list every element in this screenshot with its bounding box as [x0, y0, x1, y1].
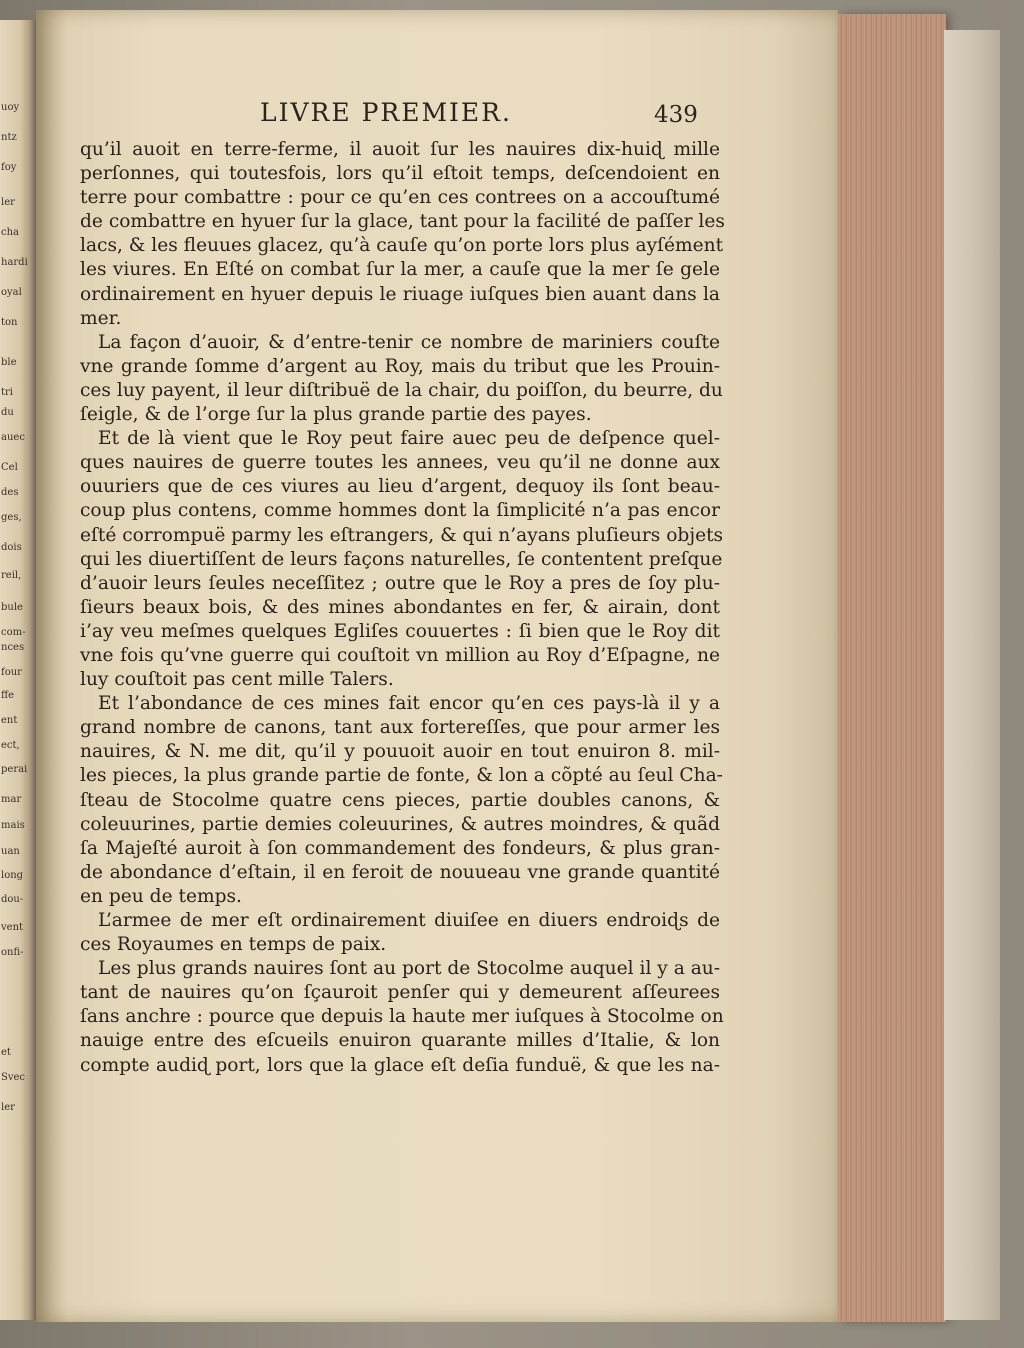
page-fore-edge [838, 14, 946, 1322]
text-line: de combattre en hyuer ſur la glace, tant pour la facilité de paſſer les [80, 211, 725, 233]
margin-fragment: onfi- [1, 947, 24, 958]
margin-fragment: des [1, 487, 19, 498]
text-line: nauige entre des eſcueils enuiron quarante milles d’Italie, & lon [80, 1030, 720, 1052]
margin-fragment: vent [1, 922, 24, 933]
margin-fragment: reil, [1, 570, 22, 581]
margin-fragment: com- [1, 627, 26, 638]
text-line: ſieurs beaux bois, & des mines abondantes en fer, & airain, dont [80, 596, 720, 618]
back-cover-board [944, 30, 1000, 1320]
text-line: L’armee de mer eſt ordinairement diuiſee en diuers endroiɖs de [98, 910, 720, 931]
text-line: Et de là vient que le Roy peut faire auec peu de deſpence quel- [98, 428, 720, 450]
text-line: de abondance d’eſtain, il en feroit de nouueau vne grande quantité [80, 861, 720, 883]
text-line: coleuurines, partie demies coleuurines, & autres moindres, & quãd [80, 813, 720, 835]
text-line: qu’il auoit en terre-ferme, il auoit ſur les nauires dix-huiɖ mille [80, 139, 720, 160]
text-line: ſans anchre : pource que depuis la haute mer iuſques à Stocolme on [80, 1006, 724, 1028]
text-line: nauires, & N. me dit, qu’il y pouuoit auoir en tout enuiron 8. mil- [80, 741, 720, 763]
margin-fragment: bule [1, 602, 23, 613]
margin-fragment: hardi [1, 257, 28, 268]
margin-fragment: oyal [1, 287, 22, 298]
text-line: luy couſtoit pas cent mille Talers. [80, 669, 394, 691]
text-line: ſeigle, & de l’orge ſur la plus grande partie des payes. [80, 404, 592, 426]
text-line: vne fois qu’vne guerre qui couſtoit vn million au Roy d’Eſpagne, ne [80, 644, 720, 666]
margin-fragment: dou- [1, 894, 24, 905]
text-line: vne grande ſomme d’argent au Roy, mais du tribut que les Prouin- [80, 355, 720, 377]
margin-fragment: nces [1, 642, 25, 653]
text-line: coup plus contens, comme hommes dont la ſimplicité n’a pas encor [80, 500, 720, 522]
text-line: eſté corrompuë parmy les eſtrangers, & qui n’ayans pluſieurs objets [80, 524, 724, 546]
body-text [80, 138, 725, 1078]
text-line: mer. [80, 307, 122, 329]
margin-fragment: ton [1, 317, 18, 328]
margin-fragment: ler [1, 1102, 15, 1113]
text-line: qui les diuertiſſent de leurs façons naturelles, ſe contentent preſque [80, 548, 723, 570]
text-line: ouuriers que de ces viures au lieu d’argent, dequoy ils ſont beau- [80, 476, 720, 498]
margin-fragment: dois [1, 542, 22, 553]
margin-fragment: cha [1, 227, 20, 238]
text-line: compte audiɖ port, lors que la glace eſt deſia funduë, & que les na- [80, 1054, 720, 1076]
margin-fragment: mar [1, 794, 22, 805]
book-page [36, 10, 838, 1322]
text-line: grand nombre de canons, tant aux fortereſſes, que pour armer les [80, 717, 720, 739]
text-line: ces luy payent, il leur diſtribuë de la chair, du poiſſon, du beurre, du [80, 379, 723, 401]
margin-fragment: long [1, 870, 24, 881]
text-line: ces Royaumes en temps de paix. [80, 934, 387, 956]
text-line: Et l’abondance de ces mines fait encor qu’en ces pays-là il y a [98, 693, 720, 715]
previous-page-edge [0, 20, 36, 1320]
text-line: lacs, & les fleuues glacez, qu’à cauſe qu’on porte lors plus ayſément [80, 235, 724, 257]
margin-fragment: ble [1, 357, 17, 368]
margin-fragment: foy [1, 162, 17, 173]
page-number: 439 [654, 102, 698, 128]
text-line: Les plus grands nauires ſont au port de Stocolme auquel il y a au- [98, 958, 721, 980]
text-line: La façon d’auoir, & d’entre-tenir ce nombre de mariniers couſte [98, 331, 720, 353]
text-line: i’ay veu meſmes quelques Egliſes couuertes : ſi bien que le Roy dit [80, 620, 720, 642]
margin-fragment: ent [1, 715, 18, 726]
text-line: les pieces, la plus grande partie de fonte, & lon a cõpté au ſeul Cha- [80, 765, 723, 787]
margin-fragment: ffe [1, 690, 15, 701]
text-line: perſonnes, qui toutesfois, lors qu’il eſtoit temps, deſcendoient en [80, 163, 720, 185]
margin-fragment: Svec [1, 1072, 26, 1083]
margin-fragment: Cel [1, 462, 18, 473]
text-line: en peu de temps. [80, 885, 242, 907]
margin-fragment: et [1, 1047, 11, 1058]
margin-fragment: ges, [1, 512, 22, 523]
margin-fragment: auec [1, 432, 25, 443]
text-line: terre pour combattre : pour ce qu’en ces contrees on a accouſtumé [80, 187, 720, 209]
text-line: ſteau de Stocolme quatre cens pieces, partie doubles canons, & [80, 789, 720, 811]
text-line: ſa Majeſté auroit à ſon commandement des fondeurs, & plus gran- [80, 837, 720, 859]
running-head: LIVRE PREMIER. [260, 98, 512, 127]
margin-fragment: ect, [1, 740, 20, 751]
text-line: les viures. En Eſté on combat ſur la mer, a cauſe que la mer ſe gele [80, 259, 720, 281]
text-line: ordinairement en hyuer depuis le riuage iuſques bien auant dans la [80, 283, 720, 305]
margin-fragment: uan [1, 846, 20, 857]
margin-fragment: four [1, 667, 22, 678]
text-line: tant de nauires qu’on ſçauroit penſer qui y demeurent aſſeurees [80, 982, 720, 1004]
margin-fragment: mais [1, 820, 25, 831]
margin-fragment: ntz [1, 132, 17, 143]
text-line: ques nauires de guerre toutes les annees, veu qu’il ne donne aux [80, 452, 720, 474]
text-line: d’auoir leurs ſeules neceſſitez ; outre que le Roy a pres de ſoy plu- [80, 572, 720, 594]
margin-fragment: du [1, 407, 14, 418]
margin-fragment: uoy [1, 102, 20, 113]
margin-fragment: ler [1, 197, 15, 208]
margin-fragment: perai [1, 764, 28, 775]
margin-fragment: tri [1, 387, 13, 398]
